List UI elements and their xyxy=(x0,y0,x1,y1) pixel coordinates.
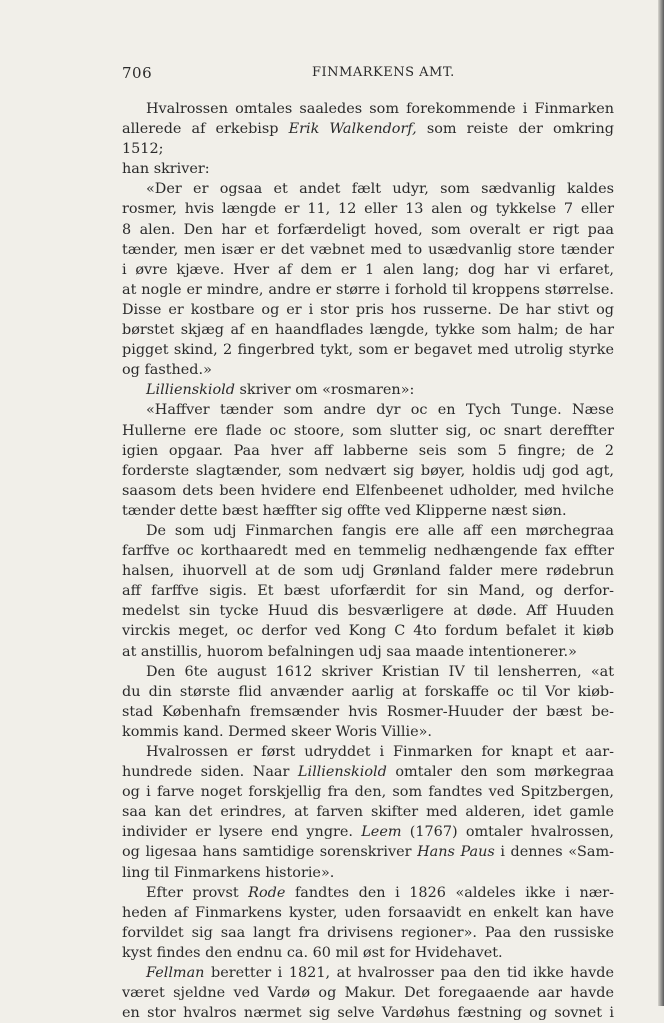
text-line: 8 alen. Den har et forfærdeligt hoved, som overalt er rigt paa xyxy=(122,221,614,238)
text-line: heden af Finmarkens kyster, uden forsaavidt en enkelt kan have xyxy=(122,904,614,921)
text-line: kyst findes den endnu ca. 60 mil øst for Hvidehavet. xyxy=(122,944,503,961)
text-line: allerede af erkebisp Erik Walkendorf, som reiste der omkring 1512; xyxy=(122,121,615,158)
text-line: «Der er ogsaa et andet fælt udyr, som sædvanlig kaldes xyxy=(146,181,614,198)
text-line: medelst sin tycke Huud dis besværligere at døde. Aff Huuden xyxy=(122,603,614,620)
text-line: og fasthed.» xyxy=(122,362,212,379)
running-title: FINMARKENS AMT. xyxy=(312,65,455,80)
text-line: hundrede siden. Naar Lillienskiold omtaler den som mørkegraa xyxy=(122,764,614,781)
italic-name: Rode xyxy=(248,884,286,901)
text-line: pigget skind, 2 fingerbred tykt, som er begavet med utrolig styrke xyxy=(122,342,614,359)
text-line: rosmer, hvis længde er 11, 12 eller 13 alen og tykkelse 7 eller xyxy=(122,201,614,218)
body-text xyxy=(122,99,614,1023)
text-line: været sjeldne ved Vardø og Makur. Det foregaaende aar havde xyxy=(122,985,614,1002)
text-line: kommis kand. Dermed skeer Woris Villie». xyxy=(122,723,433,740)
text-line: saasom dets been hvidere end Elfenbeenet udholder, med hvilche xyxy=(122,482,614,499)
text-line: i øvre kjæve. Hver af dem er 1 alen lang; dog har vi erfaret, xyxy=(122,261,614,278)
text-line: en stor hvalros nærmet sig selve Vardøhus fæstning og sovnet i xyxy=(122,1005,614,1022)
text-line: og ligesaa hans samtidige sorenskriver Hans Paus i dennes «Sam- xyxy=(122,844,614,861)
text-line: forvildet sig saa langt fra drivisens regioner». Paa den russiske xyxy=(122,924,614,941)
text-line: han skriver: xyxy=(122,161,210,178)
text-line: Den 6te august 1612 skriver Kristian IV til lensherren, «at xyxy=(146,663,614,680)
text-line: ling til Finmarkens historie». xyxy=(122,864,335,881)
text-line: Disse er kostbare og er i stor pris hos russerne. De har stivt og xyxy=(122,301,614,318)
text-line: tænder, men især er det væbnet med to usædvanlig store tænder xyxy=(122,241,614,258)
text-line: virckis meget, oc derfor ved Kong C 4to fordum befalet it kiøb xyxy=(122,623,614,640)
text-line: Hullerne ere flade oc stoore, som slutter sig, oc snart dereffter xyxy=(122,422,614,439)
page-header xyxy=(122,64,614,86)
text-line: Hvalrossen er først udryddet i Finmarken for knapt et aar- xyxy=(146,744,614,760)
italic-name: Erik Walkendorf, xyxy=(288,121,417,138)
text-line: Efter provst Rode fandtes den i 1826 «aldeles ikke i nær- xyxy=(146,884,614,901)
italic-name: Lillienskiold xyxy=(297,764,387,781)
italic-name: Hans Paus xyxy=(417,844,495,861)
text-line: tænder dette bæst hæffter sig offte ved Klipperne næst siøn. xyxy=(122,502,567,519)
page-number: 706 xyxy=(122,64,153,82)
text-line: individer er lysere end yngre. Leem (1767) omtaler hvalrossen, xyxy=(122,824,615,841)
italic-name: Leem xyxy=(361,824,402,841)
text-line: Lillienskiold skriver om «rosmaren»: xyxy=(146,382,415,399)
text-line: farffve oc korthaaredt med en temmelig nedhængende fax effter xyxy=(122,543,614,560)
italic-name: Fellman xyxy=(146,965,205,982)
text-line: at nogle er mindre, andre er større i forhold til kroppens størrelse. xyxy=(122,281,614,298)
text-line: Fellman beretter i 1821, at hvalrosser paa den tid ikke havde xyxy=(146,965,614,982)
page-edge-shadow xyxy=(658,0,664,1006)
text-line: du din største flid anvænder aarlig at forskaffe oc til Vor kiøb- xyxy=(122,683,614,700)
text-line: Hvalrossen omtales saaledes som forekommende i Finmarken xyxy=(146,101,614,117)
text-line: saa kan det erindres, at farven skifter med alderen, idet gamle xyxy=(122,804,614,821)
text-line: og i farve noget forskjellig fra den, som fandtes ved Spitzbergen, xyxy=(122,784,614,801)
text-line: De som udj Finmarchen fangis ere alle aff een mørchegraa xyxy=(146,522,614,539)
text-line: stad Københafn fremsænder hvis Rosmer-Huuder der bæst be- xyxy=(122,703,614,720)
italic-name: Lillienskiold xyxy=(146,382,235,399)
text-line: forderste slagtænder, som nedvært sig bøyer, holdis udj god agt, xyxy=(122,462,614,479)
text-line: igien opgaar. Paa hver aff labberne seis som 5 fingre; de 2 xyxy=(122,442,614,459)
text-line: børstet skjæg af en haandflades længde, tykke som halm; de har xyxy=(122,322,614,339)
text-line: halsen, ihuorvell at de som udj Grønland falder mere rødebrun xyxy=(122,563,614,580)
text-line: «Haffver tænder som andre dyr oc en Tych Tunge. Næse xyxy=(146,402,614,419)
text-line: aff farffve sigis. Et bæst uforfærdit for sin Mand, og derfor- xyxy=(122,583,614,600)
text-line: at anstillis, huorom befalningen udj saa maade intentionerer.» xyxy=(122,643,577,660)
